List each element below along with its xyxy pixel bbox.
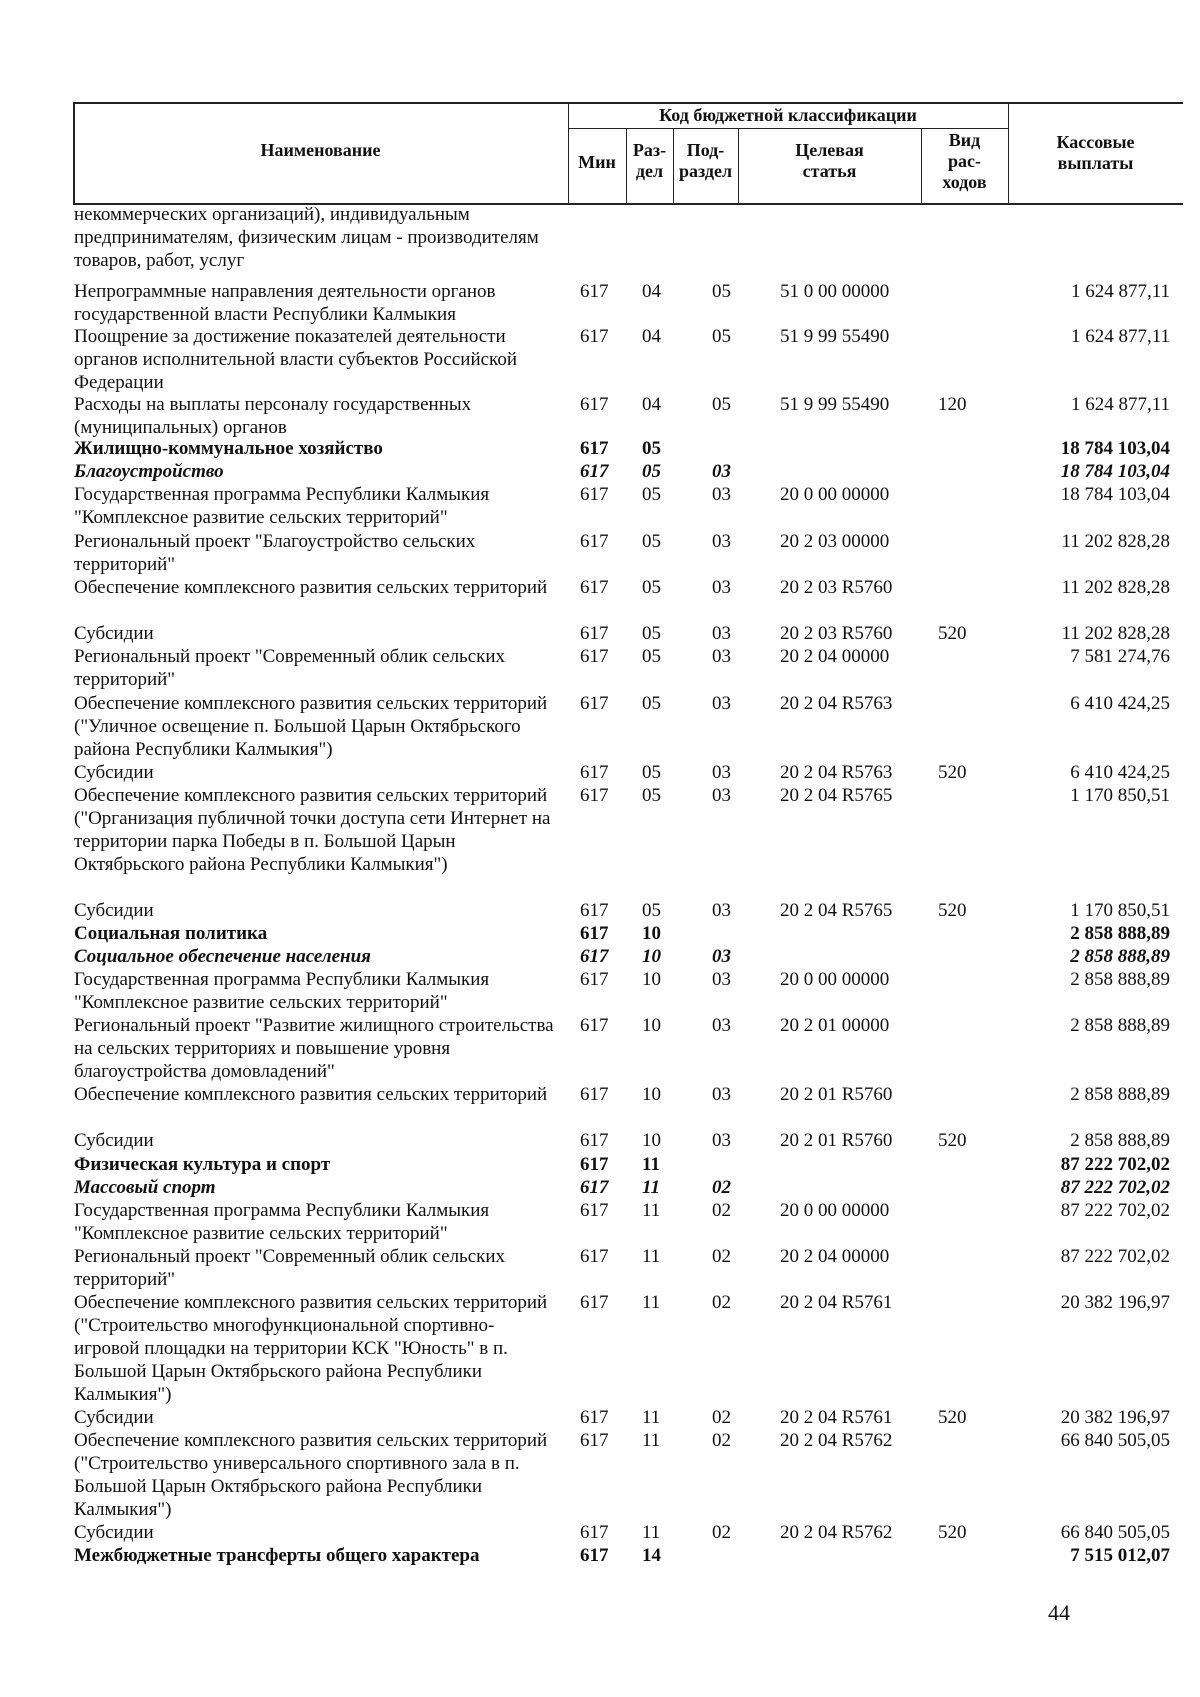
row-min: 617 [580,1200,609,1221]
row-target-article: 20 2 04 00000 [780,1246,890,1267]
row-name: Непрограммные направления деятельности органов государственной власти Республики Калмыкия [74,281,496,325]
row-target-article: 51 9 99 55490 [780,326,890,347]
row-amount: 2 858 888,89 [1070,1084,1170,1105]
row-podrazdel: 02 [712,1292,731,1313]
row-amount: 66 840 505,05 [1060,1522,1170,1543]
row-amount: 87 222 702,02 [1060,1246,1170,1267]
row-min: 617 [580,1084,609,1105]
row-podrazdel: 03 [712,646,731,667]
row-podrazdel: 03 [712,1130,731,1151]
row-min: 617 [580,1177,609,1198]
row-name: Субсидии [74,1130,154,1151]
row-amount: 87 222 702,02 [1060,1177,1170,1198]
row-amount: 18 784 103,04 [1060,461,1170,482]
table-header [73,102,1183,205]
row-name: Обеспечение комплексного развития сельских территорий ("Организация публичной точки доступа сети Интернет на территории парка Победы в п. Большой Царын Октябрьского района Республики Калмыкия") [74,785,551,875]
row-amount: 2 858 888,89 [1070,1130,1170,1151]
row-podrazdel: 03 [712,1084,731,1105]
row-podrazdel: 03 [712,531,731,552]
row-podrazdel: 03 [712,623,731,644]
row-target-article: 20 0 00 00000 [780,1200,890,1221]
row-name: Социальное обеспечение населения [74,946,371,967]
row-target-article: 51 0 00 00000 [780,281,890,302]
row-name: Поощрение за достижение показателей деятельности органов исполнительной власти субъектов Российской Федерации [74,326,517,393]
row-razdel: 10 [642,946,661,967]
row-amount: 6 410 424,25 [1070,693,1170,714]
row-name: некоммерческих организаций), индивидуальным предпринимателям, физическим лицам - производителям товаров, работ, услуг [74,204,539,271]
row-razdel: 05 [642,461,661,482]
row-name: Обеспечение комплексного развития сельских территорий ("Строительство многофункциональной спортивно-игровой площадки на территории КСК "Юность" в п. Большой Царын Октябрьского района Республики Калмыкия") [74,1292,548,1405]
row-podrazdel: 03 [712,900,731,921]
row-razdel: 10 [642,1015,661,1036]
row-target-article: 20 2 04 R5765 [780,900,893,921]
row-amount: 1 624 877,11 [1070,326,1170,347]
row-razdel: 10 [642,923,661,944]
row-razdel: 05 [642,623,661,644]
header-razdel: Раз- дел [632,140,667,181]
row-razdel: 04 [642,394,661,415]
row-amount: 2 858 888,89 [1070,923,1170,944]
row-target-article: 20 2 01 00000 [780,1015,890,1036]
row-name: Региональный проект "Современный облик сельских территорий" [74,646,506,690]
row-podrazdel: 02 [712,1177,731,1198]
row-min: 617 [580,1130,609,1151]
row-amount: 7 515 012,07 [1070,1545,1170,1566]
row-min: 617 [580,1246,609,1267]
row-target-article: 20 2 04 00000 [780,646,890,667]
row-target-article: 20 2 04 R5761 [780,1407,893,1428]
row-amount: 20 382 196,97 [1060,1407,1170,1428]
row-min: 617 [580,923,609,944]
row-razdel: 04 [642,326,661,347]
row-min: 617 [580,762,609,783]
row-razdel: 11 [642,1407,661,1428]
row-target-article: 20 2 01 R5760 [780,1084,893,1105]
row-min: 617 [580,1430,609,1451]
row-target-article: 51 9 99 55490 [780,394,890,415]
row-razdel: 10 [642,969,661,990]
row-razdel: 05 [642,531,661,552]
row-razdel: 11 [642,1430,661,1451]
header-stat: Целевая статья [795,140,864,181]
row-podrazdel: 03 [712,484,731,505]
row-amount: 2 858 888,89 [1070,1015,1170,1036]
row-name: Субсидии [74,900,154,921]
row-podrazdel: 03 [712,1015,731,1036]
row-razdel: 05 [642,762,661,783]
row-target-article: 20 0 00 00000 [780,969,890,990]
row-amount: 1 170 850,51 [1070,900,1170,921]
row-amount: 1 624 877,11 [1070,281,1170,302]
header-min: Мин [578,152,616,172]
row-podrazdel: 03 [712,946,731,967]
row-min: 617 [580,326,609,347]
row-podrazdel: 03 [712,461,731,482]
row-name: Государственная программа Республики Калмыкия "Комплексное развитие сельских территорий" [74,484,490,528]
row-min: 617 [580,1015,609,1036]
row-name: Обеспечение комплексного развития сельских территорий [74,1084,548,1105]
row-podrazdel: 03 [712,762,731,783]
row-expense-type: 520 [938,1407,967,1428]
header-code-group: Код бюджетной классификации [659,105,917,125]
row-amount: 11 202 828,28 [1061,577,1170,598]
row-amount: 87 222 702,02 [1060,1200,1170,1221]
row-target-article: 20 2 03 R5760 [780,623,893,644]
row-amount: 6 410 424,25 [1070,762,1170,783]
row-amount: 11 202 828,28 [1061,623,1170,644]
row-min: 617 [580,969,609,990]
row-min: 617 [580,577,609,598]
row-name: Массовый спорт [74,1177,216,1198]
row-razdel: 05 [642,693,661,714]
row-name: Межбюджетные трансферты общего характера [74,1545,480,1566]
row-min: 617 [580,1545,609,1566]
row-razdel: 11 [642,1177,660,1198]
row-min: 617 [580,900,609,921]
row-name: Расходы на выплаты персоналу государственных (муниципальных) органов [74,394,472,438]
row-min: 617 [580,438,609,459]
row-amount: 2 858 888,89 [1070,946,1170,967]
row-expense-type: 520 [938,900,967,921]
row-expense-type: 520 [938,1522,967,1543]
row-podrazdel: 05 [712,326,731,347]
row-target-article: 20 2 03 00000 [780,531,890,552]
row-razdel: 05 [642,785,661,806]
row-target-article: 20 2 04 R5763 [780,762,893,783]
row-min: 617 [580,693,609,714]
row-target-article: 20 0 00 00000 [780,484,890,505]
row-min: 617 [580,1292,609,1313]
row-name: Региональный проект "Современный облик сельских территорий" [74,1246,506,1290]
row-min: 617 [580,623,609,644]
row-podrazdel: 02 [712,1200,731,1221]
row-amount: 66 840 505,05 [1060,1430,1170,1451]
row-name: Региональный проект "Благоустройство сельских территорий" [74,531,476,575]
row-min: 617 [580,646,609,667]
row-name: Субсидии [74,1522,154,1543]
row-podrazdel: 05 [712,394,731,415]
row-razdel: 14 [642,1545,661,1566]
row-target-article: 20 2 04 R5765 [780,785,893,806]
row-name: Социальная политика [74,923,268,944]
row-podrazdel: 03 [712,969,731,990]
row-razdel: 11 [642,1154,660,1175]
row-razdel: 11 [642,1292,661,1313]
row-razdel: 04 [642,281,661,302]
header-amount: Кассовые выплаты [1056,132,1135,173]
row-target-article: 20 2 01 R5760 [780,1130,893,1151]
row-podrazdel: 03 [712,693,731,714]
row-min: 617 [580,461,609,482]
row-amount: 18 784 103,04 [1060,438,1170,459]
row-podrazdel: 03 [712,785,731,806]
row-name: Субсидии [74,623,154,644]
row-expense-type: 120 [938,394,967,415]
row-podrazdel: 02 [712,1246,731,1267]
row-min: 617 [580,394,609,415]
row-razdel: 10 [642,1084,661,1105]
row-amount: 87 222 702,02 [1060,1154,1170,1175]
header-podrazdel: Под- раздел [678,140,733,181]
row-min: 617 [580,946,609,967]
row-name: Обеспечение комплексного развития сельских территорий ("Уличное освещение п. Большой Царын Октябрьского района Республики Калмыкия") [74,693,548,760]
row-min: 617 [580,1154,609,1175]
row-expense-type: 520 [938,762,967,783]
row-name: Физическая культура и спорт [74,1154,331,1175]
row-target-article: 20 2 04 R5762 [780,1430,893,1451]
row-podrazdel: 02 [712,1407,731,1428]
header-name: Наименование [260,140,381,160]
row-min: 617 [580,281,609,302]
row-name: Обеспечение комплексного развития сельских территорий ("Строительство универсального спортивного зала в п. Большой Царын Октябрьского района Республики Калмыкия") [74,1430,548,1520]
row-razdel: 05 [642,484,661,505]
row-amount: 20 382 196,97 [1060,1292,1170,1313]
row-name: Субсидии [74,762,154,783]
row-razdel: 11 [642,1522,661,1543]
row-razdel: 11 [642,1246,661,1267]
row-name: Обеспечение комплексного развития сельских территорий [74,577,548,598]
row-amount: 11 202 828,28 [1061,531,1170,552]
row-name: Благоустройство [74,461,224,482]
row-target-article: 20 2 04 R5762 [780,1522,893,1543]
row-razdel: 05 [642,577,661,598]
row-razdel: 10 [642,1130,661,1151]
row-target-article: 20 2 03 R5760 [780,577,893,598]
row-razdel: 11 [642,1200,661,1221]
row-target-article: 20 2 04 R5761 [780,1292,893,1313]
row-name: Жилищно-коммунальное хозяйство [74,438,383,459]
row-razdel: 05 [642,646,661,667]
page-number: 44 [1048,1600,1070,1625]
row-amount: 1 624 877,11 [1070,394,1170,415]
row-target-article: 20 2 04 R5763 [780,693,893,714]
row-podrazdel: 02 [712,1522,731,1543]
row-amount: 2 858 888,89 [1070,969,1170,990]
row-razdel: 05 [642,900,661,921]
row-min: 617 [580,785,609,806]
row-min: 617 [580,484,609,505]
header-vid: Вид рас- ходов [942,130,987,192]
row-min: 617 [580,1407,609,1428]
row-name: Государственная программа Республики Калмыкия "Комплексное развитие сельских территорий" [74,1200,490,1244]
row-min: 617 [580,531,609,552]
row-amount: 1 170 850,51 [1070,785,1170,806]
row-name: Региональный проект "Развитие жилищного строительства на сельских территориях и повышение уровня благоустройства домовладений" [74,1015,554,1082]
row-expense-type: 520 [938,1130,967,1151]
row-name: Государственная программа Республики Калмыкия "Комплексное развитие сельских территорий" [74,969,490,1013]
row-amount: 7 581 274,76 [1070,646,1170,667]
row-podrazdel: 02 [712,1430,731,1451]
row-expense-type: 520 [938,623,967,644]
row-razdel: 05 [642,438,661,459]
row-min: 617 [580,1522,609,1543]
row-amount: 18 784 103,04 [1060,484,1170,505]
row-podrazdel: 03 [712,577,731,598]
row-podrazdel: 05 [712,281,731,302]
row-name: Субсидии [74,1407,154,1428]
